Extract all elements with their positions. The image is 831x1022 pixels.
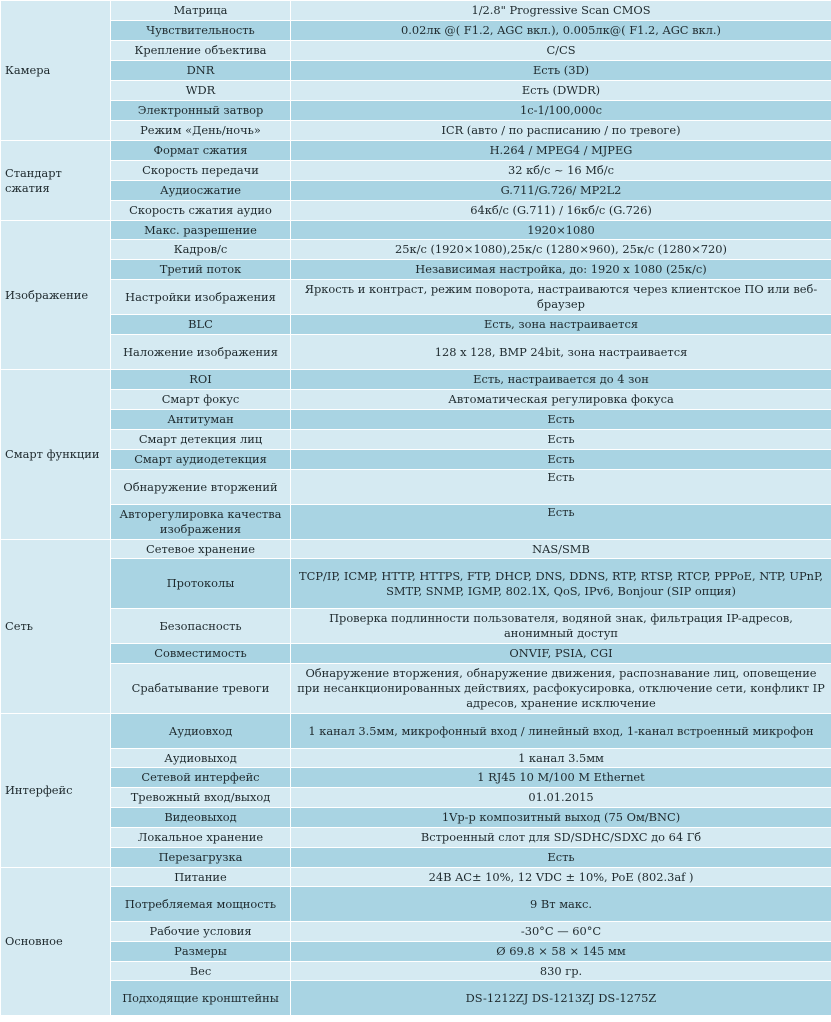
value-cell: 1920×1080 [291, 221, 831, 240]
value-cell: 32 кб/с ~ 16 Мб/с [291, 161, 831, 181]
value-cell: ICR (авто / по расписанию / по тревоге) [291, 121, 831, 141]
spec-row [1, 81, 831, 101]
spec-row [1, 942, 831, 962]
value-cell: NAS/SMB [291, 540, 831, 559]
spec-row [1, 808, 831, 828]
parameter-cell: Питание [111, 868, 291, 887]
spec-row [1, 768, 831, 788]
category-cell: Интерфейс [1, 714, 111, 868]
spec-row [1, 430, 831, 450]
spec-table-body [1, 1, 831, 1016]
spec-row [1, 201, 831, 221]
value-cell: Есть [291, 410, 831, 430]
value-cell: Есть [291, 430, 831, 450]
parameter-cell: BLC [111, 315, 291, 335]
value-cell: -30°C — 60°C [291, 922, 831, 942]
parameter-cell: Сетевое хранение [111, 540, 291, 559]
spec-row [1, 828, 831, 848]
value-cell: Есть [291, 470, 831, 505]
value-cell: H.264 / MPEG4 / MJPEG [291, 141, 831, 161]
spec-row [1, 644, 831, 664]
parameter-cell: WDR [111, 81, 291, 101]
value-cell: 128 x 128, BMP 24bit, зона настраивается [291, 335, 831, 370]
value-cell: 1 канал 3.5мм, микрофонный вход / линейный вход, 1-канал встроенный микрофон [291, 714, 831, 749]
value-cell: Есть (DWDR) [291, 81, 831, 101]
parameter-cell: Вес [111, 962, 291, 981]
parameter-cell: Сетевой интерфейс [111, 768, 291, 788]
spec-row [1, 161, 831, 181]
parameter-cell: Третий поток [111, 260, 291, 280]
value-cell: 25к/с (1920×1080),25к/с (1280×960), 25к/с (1280×720) [291, 240, 831, 260]
spec-row [1, 410, 831, 430]
spec-row [1, 260, 831, 280]
value-cell: Есть [291, 848, 831, 868]
value-cell: Есть [291, 450, 831, 470]
parameter-cell: Скорость сжатия аудио [111, 201, 291, 221]
value-cell: TCP/IP, ICMP, HTTP, HTTPS, FTP, DHCP, DNS, DDNS, RTP, RTSP, RTCP, PPPoE, NTP, UPnP, SMTP, SNMP, IGMP, 802.1X, QoS, IPv6, Bonjour (SIP опция) [291, 559, 831, 609]
parameter-cell: Локальное хранение [111, 828, 291, 848]
category-cell: Смарт функции [1, 370, 111, 540]
spec-row [1, 559, 831, 609]
spec-row [1, 749, 831, 768]
spec-row [1, 240, 831, 260]
value-cell: Обнаружение вторжения, обнаружение движения, распознавание лиц, оповещение при несанкционированных действиях, расфокусировка, отключение сети, конфликт IP адресов, хранение исключение [291, 664, 831, 714]
value-cell: 1Vp-p композитный выход (75 Ом/BNC) [291, 808, 831, 828]
parameter-cell: Аудиовход [111, 714, 291, 749]
parameter-cell: Протоколы [111, 559, 291, 609]
category-cell: Стандарт сжатия [1, 141, 111, 221]
parameter-cell: Аудиосжатие [111, 181, 291, 201]
spec-row [1, 470, 831, 505]
parameter-cell: Смарт аудиодетекция [111, 450, 291, 470]
parameter-cell: ROI [111, 370, 291, 390]
value-cell: Независимая настройка, до: 1920 х 1080 (25к/с) [291, 260, 831, 280]
spec-row [1, 101, 831, 121]
parameter-cell: Настройки изображения [111, 280, 291, 315]
value-cell: ONVIF, PSIA, CGI [291, 644, 831, 664]
parameter-cell: Безопасность [111, 609, 291, 644]
parameter-cell: Подходящие кронштейны [111, 981, 291, 1016]
value-cell: 1с-1/100,000с [291, 101, 831, 121]
parameter-cell: Чувствительность [111, 21, 291, 41]
spec-row [1, 390, 831, 410]
value-cell: 64кб/с (G.711) / 16кб/с (G.726) [291, 201, 831, 221]
spec-row [1, 370, 831, 390]
spec-row [1, 41, 831, 61]
spec-row [1, 221, 831, 240]
parameter-cell: Электронный затвор [111, 101, 291, 121]
value-cell: Проверка подлинности пользователя, водяной знак, фильтрация IP-адресов, анонимный доступ [291, 609, 831, 644]
value-cell: C/CS [291, 41, 831, 61]
parameter-cell: Авторегулировка качества изображения [111, 505, 291, 540]
spec-row [1, 848, 831, 868]
spec-row [1, 714, 831, 749]
parameter-cell: Скорость передачи [111, 161, 291, 181]
parameter-cell: Перезагрузка [111, 848, 291, 868]
spec-row [1, 181, 831, 201]
spec-row [1, 664, 831, 714]
parameter-cell: Видеовыход [111, 808, 291, 828]
parameter-cell: Совместимость [111, 644, 291, 664]
parameter-cell: Срабатывание тревоги [111, 664, 291, 714]
value-cell: 0.02лк @( F1.2, AGC вкл.), 0.005лк@( F1.2, AGC вкл.) [291, 21, 831, 41]
spec-row [1, 868, 831, 887]
value-cell: Автоматическая регулировка фокуса [291, 390, 831, 410]
spec-row [1, 922, 831, 942]
value-cell: 24В AC± 10%, 12 VDC ± 10%, PoE (802.3af ) [291, 868, 831, 887]
parameter-cell: Смарт детекция лиц [111, 430, 291, 450]
spec-row [1, 121, 831, 141]
spec-row [1, 788, 831, 808]
parameter-cell: Крепление объектива [111, 41, 291, 61]
parameter-cell: Тревожный вход/выход [111, 788, 291, 808]
spec-row [1, 609, 831, 644]
value-cell: Яркость и контраст, режим поворота, настраиваются через клиентское ПО или веб-браузер [291, 280, 831, 315]
value-cell: 1 RJ45 10 M/100 M Ethernet [291, 768, 831, 788]
spec-row [1, 141, 831, 161]
parameter-cell: Формат сжатия [111, 141, 291, 161]
value-cell: 830 гр. [291, 962, 831, 981]
spec-row [1, 450, 831, 470]
value-cell: Есть, настраивается до 4 зон [291, 370, 831, 390]
value-cell: DS-1212ZJ DS-1213ZJ DS-1275Z [291, 981, 831, 1016]
spec-row [1, 962, 831, 981]
value-cell: G.711/G.726/ MP2L2 [291, 181, 831, 201]
parameter-cell: Рабочие условия [111, 922, 291, 942]
spec-row [1, 540, 831, 559]
value-cell: 9 Вт макс. [291, 887, 831, 922]
value-cell: Есть, зона настраивается [291, 315, 831, 335]
parameter-cell: Макс. разрешение [111, 221, 291, 240]
parameter-cell: Матрица [111, 1, 291, 21]
parameter-cell: Размеры [111, 942, 291, 962]
parameter-cell: DNR [111, 61, 291, 81]
value-cell: 1/2.8" Progressive Scan CMOS [291, 1, 831, 21]
value-cell: 01.01.2015 [291, 788, 831, 808]
value-cell: Есть (3D) [291, 61, 831, 81]
spec-row [1, 887, 831, 922]
spec-row [1, 315, 831, 335]
category-cell: Основное [1, 868, 111, 1016]
value-cell: Есть [291, 505, 831, 540]
parameter-cell: Наложение изображения [111, 335, 291, 370]
spec-row [1, 335, 831, 370]
spec-row [1, 981, 831, 1016]
spec-row [1, 280, 831, 315]
category-cell: Сеть [1, 540, 111, 714]
parameter-cell: Кадров/с [111, 240, 291, 260]
parameter-cell: Обнаружение вторжений [111, 470, 291, 505]
value-cell: Ø 69.8 × 58 × 145 мм [291, 942, 831, 962]
parameter-cell: Потребляемая мощность [111, 887, 291, 922]
parameter-cell: Аудиовыход [111, 749, 291, 768]
value-cell: 1 канал 3.5мм [291, 749, 831, 768]
spec-row [1, 505, 831, 540]
parameter-cell: Смарт фокус [111, 390, 291, 410]
parameter-cell: Режим «День/ночь» [111, 121, 291, 141]
value-cell: Встроенный слот для SD/SDHC/SDXC до 64 Гб [291, 828, 831, 848]
spec-row [1, 61, 831, 81]
spec-row [1, 1, 831, 21]
parameter-cell: Антитуман [111, 410, 291, 430]
category-cell: Изображение [1, 221, 111, 370]
spec-row [1, 21, 831, 41]
category-cell: Камера [1, 1, 111, 141]
